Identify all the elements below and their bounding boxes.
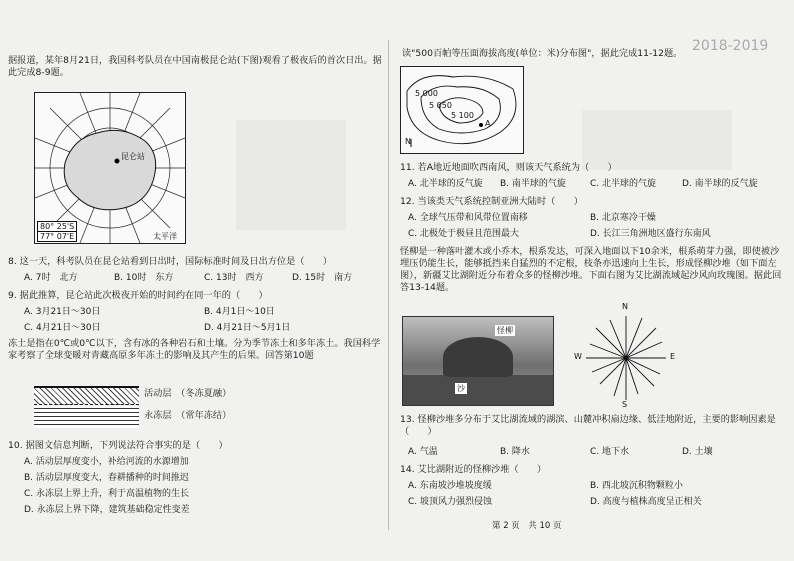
q9-option-d: D. 4月21日～5月1日 (204, 323, 291, 333)
contour-label-1: 5 000 (415, 89, 438, 98)
rose-north: N (622, 302, 628, 311)
q13-stem: 13. 怪柳沙堆多分布于艾比湖流域的湖滨、山麓冲积扇边缘、低洼地附近，主要的影响因素是（ ） (400, 414, 776, 437)
q12-option-a: A. 全球气压带和风带位置南移 (408, 213, 528, 223)
map-label-station: 昆仑站 (121, 152, 145, 161)
q12-option-c: C. 北极处于极昼且范围最大 (408, 229, 520, 239)
q14-stem: 14. 艾比湖附近的怪柳沙堆（ ） (400, 464, 547, 475)
q14-option-c: C. 坡顶风力强烈侵蚀 (408, 497, 493, 507)
map-coord-lat: 80° 25'S (37, 221, 77, 232)
q14-option-a: A. 东南坡沙堆坡度缓 (408, 481, 492, 491)
q14-option-b: B. 西北坡沉积物颗粒小 (590, 481, 683, 491)
rose-east: E (670, 352, 676, 361)
intro-11-12: 读"500百帕等压面海拔高度(单位：米)分布图"，据此完成11-12题。 (402, 48, 683, 59)
q9-stem: 9. 据此推算，昆仑站此次极夜开始的时间约在同一年的（ ） (8, 290, 268, 301)
photo-ground (403, 375, 553, 405)
permafrost-layer (34, 406, 139, 428)
faded-bleedthrough-right (582, 110, 732, 170)
q11-option-d: D. 南半球的反气旋 (682, 179, 758, 189)
q12-option-d: D. 长江三角洲地区盛行东南风 (590, 229, 711, 239)
intro-8-9: 据报道，某年8月21日，我国科考队员在中国南极昆仑站(下图)观看了极夜后的首次日出。据此完成8-9题。 (8, 55, 382, 78)
wind-rose (570, 302, 682, 410)
q8-option-c: C. 13时 西方 (204, 273, 264, 283)
q8-option-b: B. 10时 东方 (114, 273, 174, 283)
rose-south: S (622, 400, 628, 409)
q11-option-a: A. 北半球的反气旋 (408, 179, 483, 189)
tamarisk-photo (402, 316, 554, 406)
q13-option-c: C. 地下水 (590, 447, 630, 457)
q13-option-a: A. 气温 (408, 447, 438, 457)
q9-option-a: A. 3月21日～30日 (24, 307, 101, 317)
page-footer: 第 2 页 共 10 页 (492, 521, 562, 531)
antarctic-map (34, 92, 186, 244)
photo-label-tamarisk: 怪柳 (497, 326, 513, 335)
q13-option-b: B. 降水 (500, 447, 530, 457)
faded-bleedthrough (236, 120, 346, 230)
right-column (392, 0, 794, 561)
q12-stem: 12. 当该类天气系统控制亚洲大陆时（ ） (400, 196, 583, 207)
q8-option-d: D. 15时 南方 (292, 273, 353, 283)
passage-10: 冻土是指在0℃或0℃以下，含有冰的各种岩石和土壤。分为季节冻土和多年冻土。我国科学家考察了全球变暖对青藏高原多年冻土的影响及其产生的后果。回答第10题 (8, 338, 381, 361)
ground-surface (34, 378, 139, 388)
contour-label-3: 5 100 (451, 111, 474, 120)
q11-option-c: C. 北半球的气旋 (590, 179, 657, 189)
permafrost-diagram (34, 378, 139, 433)
q12-option-b: B. 北京寒冷干燥 (590, 213, 656, 223)
q10-option-a: A. 活动层厚度变小，补给河流的水源增加 (24, 457, 189, 467)
q13-option-d: D. 土壤 (682, 447, 713, 457)
left-column (0, 0, 392, 561)
diagram-label-permafrost: 永冻层 （常年冻结） (144, 410, 232, 421)
map-label-ocean: 太平洋 (153, 232, 177, 241)
contour-point-a: A (485, 119, 491, 128)
active-layer (34, 388, 139, 405)
q8-option-a: A. 7时 北方 (24, 273, 78, 283)
q11-stem: 11. 若A地近地面吹西南风，则该天气系统为（ ） (400, 162, 617, 173)
q9-option-b: B. 4月1日～10日 (204, 307, 275, 317)
photo-label-sand: 沙 (457, 384, 465, 393)
q10-stem: 10. 据图文信息判断，下列说法符合事实的是（ ） (8, 440, 228, 451)
contour-north: N (405, 137, 411, 146)
contour-label-2: 5 050 (429, 101, 452, 110)
q14-option-d: D. 高度与植株高度呈正相关 (590, 497, 702, 507)
edge-text: 2018-2019 (692, 38, 769, 54)
map-coord-lon: 77° 07'E (37, 231, 77, 242)
passage-13-14: 怪柳是一种落叶灌木或小乔木，根系发达，可深入地面以下10余米，根系萌芽力强，即使被沙埋压仍能生长，能够抵挡来自猛烈的不定根，枝条亦迅速向上生长，形成怪柳沙堆（如下面左图），新疆艾比湖附近分布着众多的怪柳沙堆。下面右图为艾比湖流域起沙风向玫瑰图。据此回答13-14题。 (400, 246, 782, 293)
q8-stem: 8. 这一天，科考队员在昆仑站看到日出时，国际标准时间及日出方位是（ ） (8, 256, 333, 267)
contour-svg (401, 67, 523, 153)
q9-option-c: C. 4月21日～30日 (24, 323, 101, 333)
rose-west: W (574, 352, 582, 361)
photo-mound (443, 337, 513, 377)
contour-map (400, 66, 524, 154)
q10-option-c: C. 永冻层上界上升，利于高温植物的生长 (24, 489, 190, 499)
q10-option-b: B. 活动层厚度变大，春耕播种的时间推迟 (24, 473, 189, 483)
wind-rose-svg (570, 306, 682, 410)
diagram-label-active: 活动层 （冬冻夏融） (144, 388, 232, 399)
q10-option-d: D. 永冻层上界下降，建筑基础稳定性变差 (24, 505, 190, 515)
q11-option-b: B. 南半球的气旋 (500, 179, 566, 189)
